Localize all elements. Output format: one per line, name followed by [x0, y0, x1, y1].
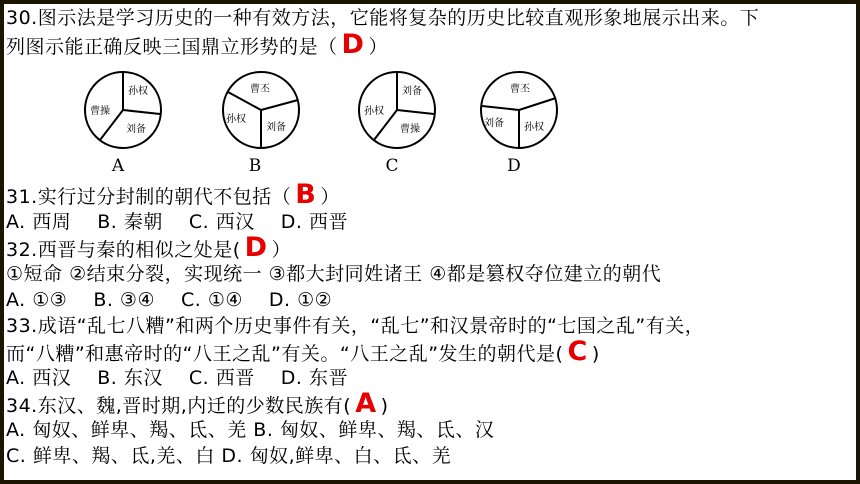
- q34-stem-line: [6, 388, 389, 419]
- q32-options: [6, 288, 358, 312]
- q33-line2: [6, 336, 600, 367]
- pie-b-sector-3: 刘备: [266, 122, 286, 133]
- q32-answer: D: [244, 232, 268, 263]
- q30-answer: D: [341, 29, 365, 60]
- pie-d-sector-1: 曹丕: [510, 84, 530, 95]
- pie-diagram-a: [78, 66, 198, 176]
- q33-stem-close: ): [591, 343, 600, 365]
- q30-stem: 列图示能正确反映三国鼎立形势的是（: [6, 36, 338, 58]
- q33-options: [6, 366, 374, 390]
- q34-stem: 34.东汉、魏,晋时期,内迁的少数民族有(: [6, 395, 352, 417]
- q34-options-line2: C. 鲜卑、羯、氐,羌、白 D. 匈奴,鲜卑、白、氐、羌: [6, 445, 452, 467]
- q33-stem: 而“八糟”和惠帝时的“八王之乱”有关。“八王之乱”发生的朝代是(: [6, 343, 564, 365]
- diagram-c-label: C: [385, 156, 399, 176]
- q33-option-d: D. 东晋: [280, 367, 348, 389]
- q30-stem-close: ）: [368, 36, 388, 58]
- pie-c-sector-2: 孙权: [364, 106, 384, 117]
- q31-answer: B: [295, 179, 317, 210]
- q32-option-a: A. ①③: [6, 289, 68, 311]
- diagram-a-label: A: [111, 156, 125, 176]
- pie-diagram-b: [216, 66, 336, 176]
- q31-option-d: D. 西晋: [280, 211, 348, 233]
- pie-diagram-c: [352, 66, 472, 176]
- q32-stem-close: ）: [271, 239, 292, 261]
- q33-line1: 33.成语“乱七八糟”和两个历史事件有关，“乱七”和汉景帝时的“七国之乱”有关，: [6, 315, 705, 337]
- q32-statements: ①短命 ②结束分裂，实现统一 ③都大封同姓诸王 ④都是篡权夺位建立的朝代: [6, 263, 662, 285]
- q32-option-c: C. ①④: [181, 289, 243, 311]
- pie-c-sector-1: 刘备: [402, 86, 422, 97]
- q31-stem-close: ）: [320, 186, 340, 208]
- q34-stem-close: ): [380, 395, 389, 417]
- diagram-b-label: B: [248, 156, 262, 176]
- q32-stem-line: [6, 232, 292, 263]
- pie-a-sector-2: 曹操: [90, 106, 110, 117]
- pie-diagram-d: [474, 66, 594, 176]
- pie-b-sector-1: 曹丕: [250, 84, 270, 95]
- q31-option-b: B. 秦朝: [97, 211, 163, 233]
- q32-option-d: D. ①②: [268, 289, 333, 311]
- pie-d-sector-3: 孙权: [524, 122, 544, 133]
- q31-options: [6, 210, 374, 234]
- q31-stem-line: [6, 179, 340, 210]
- q31-option-c: C. 西汉: [188, 211, 255, 233]
- q32-stem: 32.西晋与秦的相似之处是(: [6, 239, 241, 261]
- pie-c-sector-3: 曹操: [400, 124, 420, 135]
- q32-option-b: B. ③④: [93, 289, 155, 311]
- pie-a-sector-1: 孙权: [128, 86, 148, 97]
- q30-line2: [6, 29, 388, 60]
- q33-option-c: C. 西晋: [188, 367, 255, 389]
- q31-option-a: A. 西周: [6, 211, 72, 233]
- pie-d-sector-2: 刘备: [484, 118, 504, 129]
- q30-line1: 30.图示法是学习历史的一种有效方法，它能将复杂的历史比较直观形象地展示出来。下: [6, 7, 760, 29]
- diagram-d-label: D: [507, 156, 521, 176]
- q33-option-a: A. 西汉: [6, 367, 72, 389]
- q33-answer: C: [567, 336, 588, 367]
- q33-option-b: B. 东汉: [97, 367, 163, 389]
- q34-options-line1: A. 匈奴、鲜卑、羯、氐、羌 B. 匈奴、鲜卑、羯、氐、汉: [6, 419, 495, 441]
- q31-stem: 31.实行过分封制的朝代不包括（: [6, 186, 292, 208]
- pie-a-sector-3: 刘备: [126, 124, 146, 135]
- pie-b-sector-2: 孙权: [226, 114, 246, 125]
- q34-answer: A: [355, 388, 377, 419]
